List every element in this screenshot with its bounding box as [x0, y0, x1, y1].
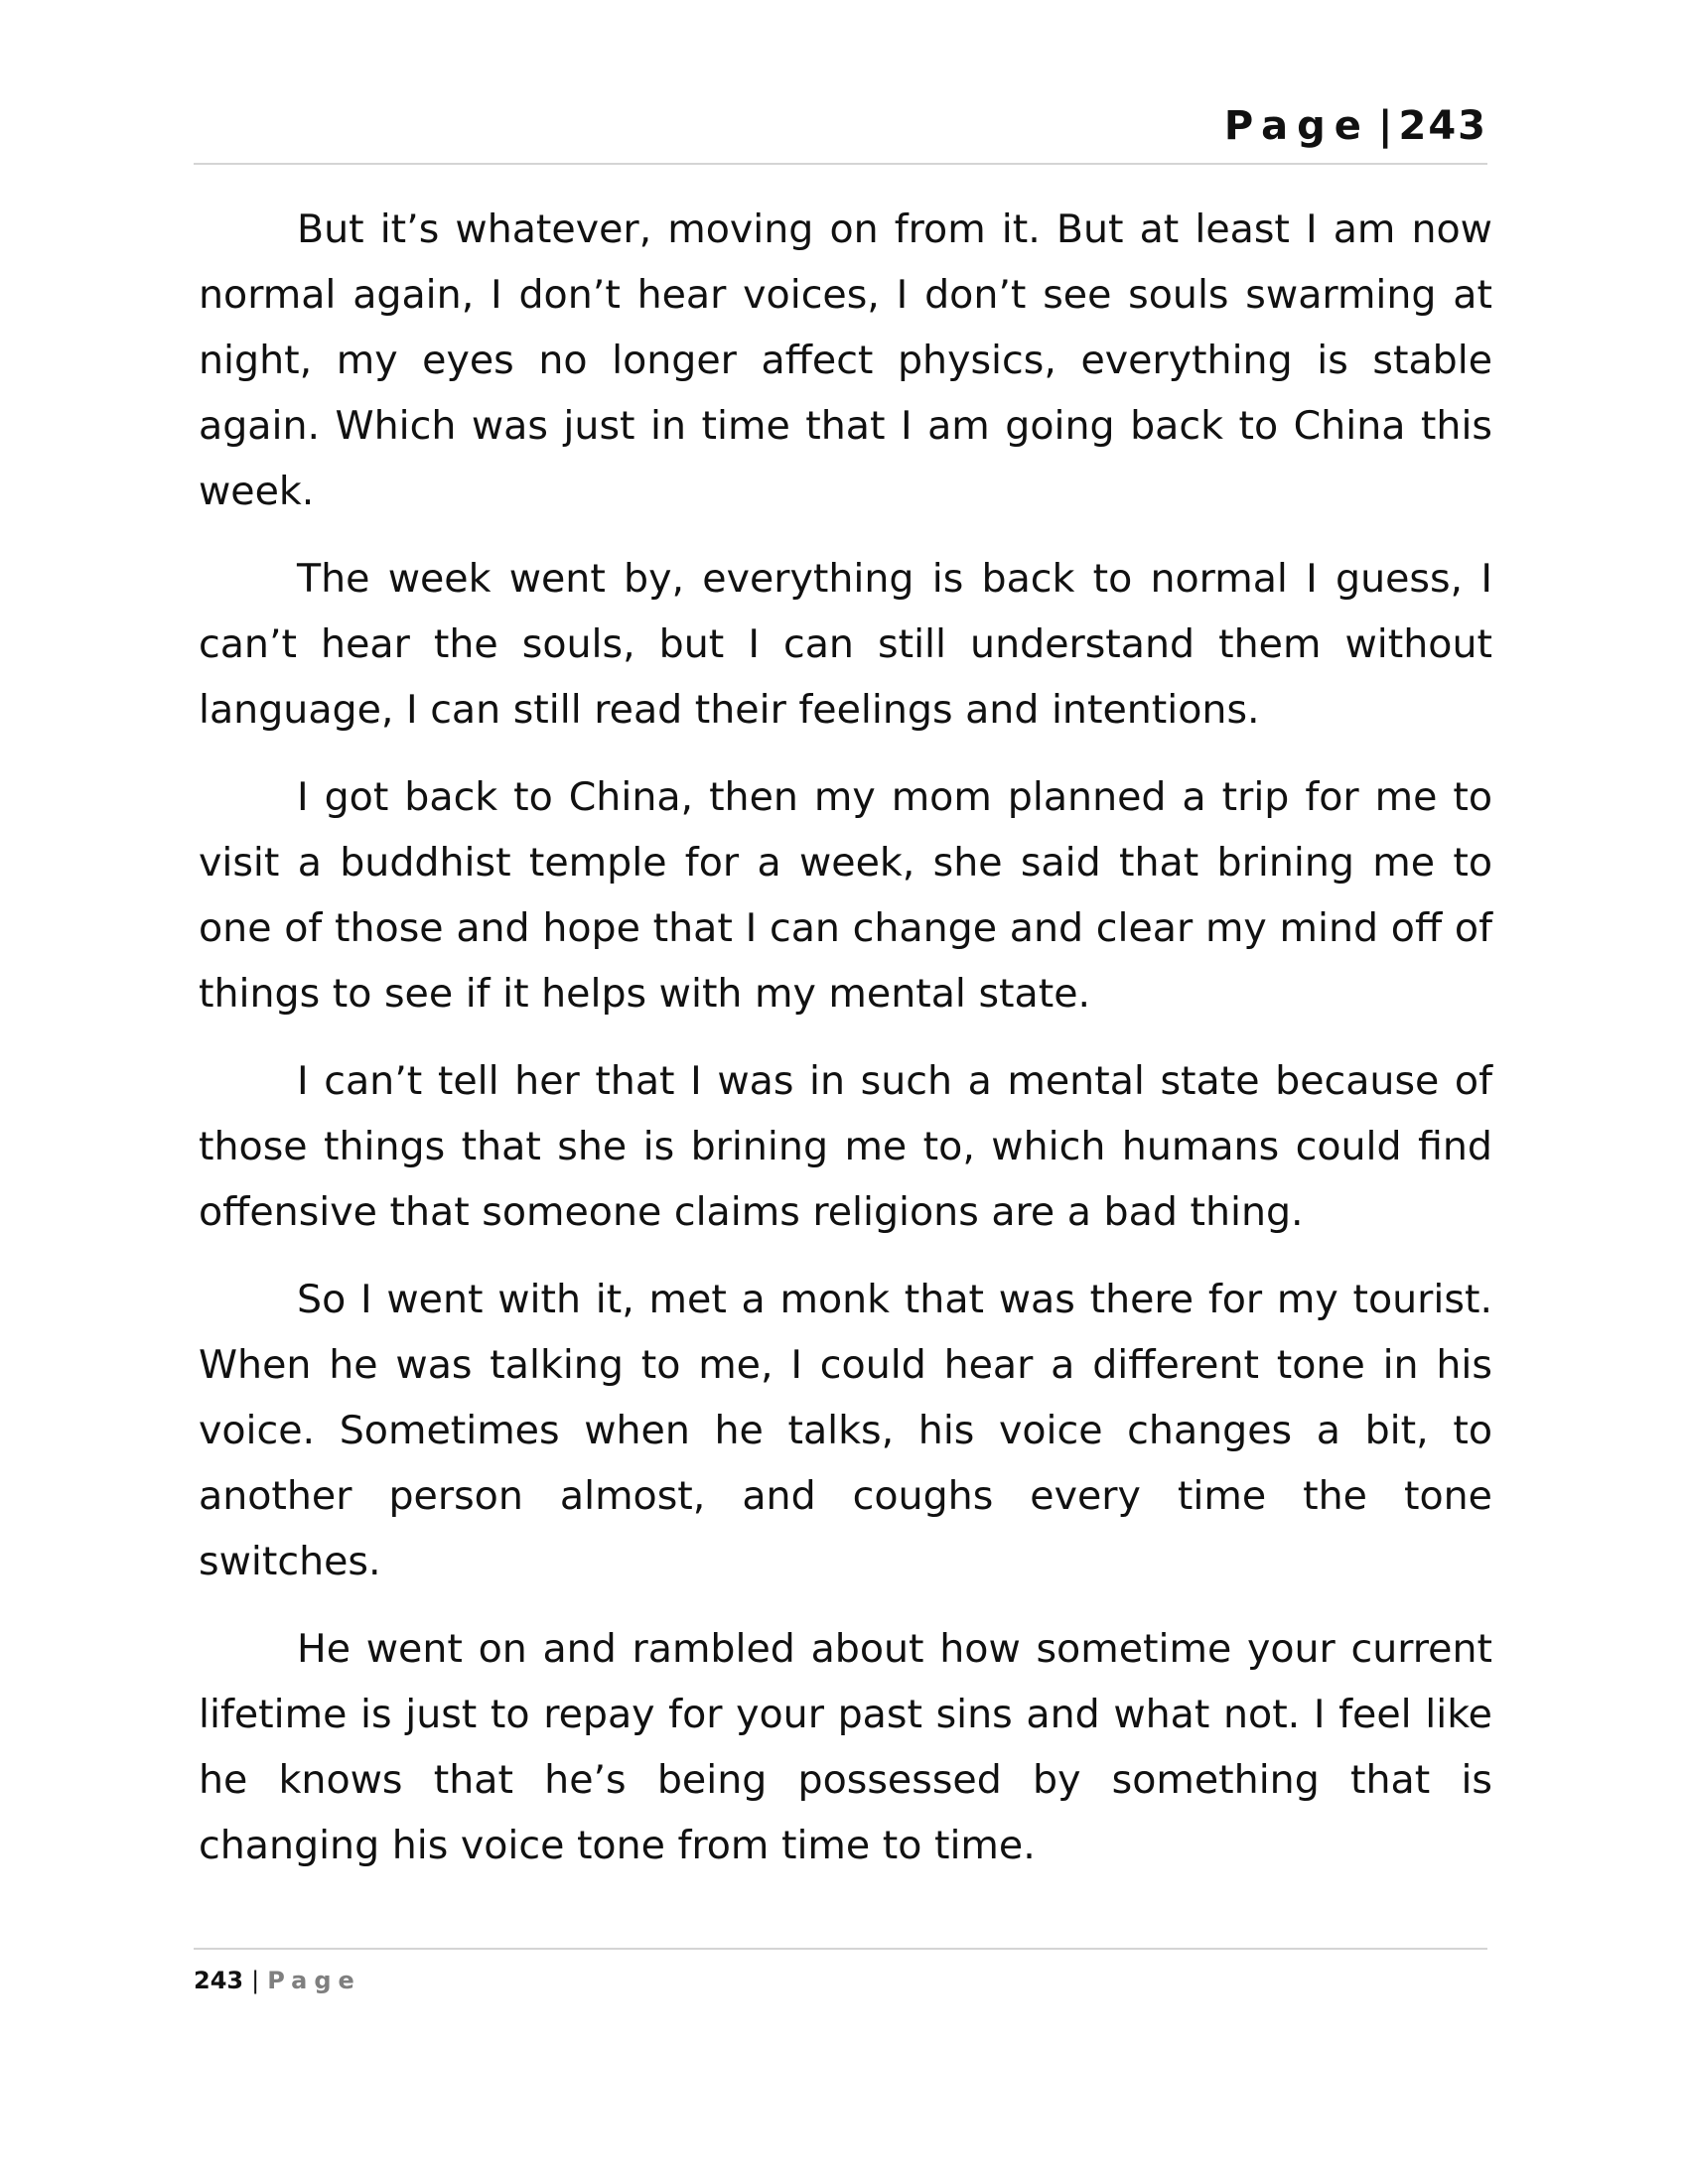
footer-separator: | [251, 1967, 260, 1994]
footer-page-word: Page [267, 1967, 361, 1994]
header-page-number: 243 [1398, 103, 1487, 149]
paragraph: But it’s whatever, moving on from it. But at least I am now normal again, I don’t hear voices, I don’t see souls swarming at night, my eyes no longer affect physics, everything is stable again. Which was just in time that I am going back to China this week. [199, 206, 1492, 514]
header-page-word: Page [1223, 103, 1370, 149]
page-header [194, 99, 1487, 165]
header-separator: | [1377, 103, 1393, 149]
footer-page-label [194, 1967, 361, 1994]
paragraph: So I went with it, met a monk that was there for my tourist. When he was talking to me, I could hear a different tone in his voice. Sometimes when he talks, his voice changes a bit, to another person almost, and coughs every time the tone switches. [199, 1277, 1492, 1584]
page-footer [194, 1948, 1487, 1997]
paragraph: I can’t tell her that I was in such a mental state because of those things that she is brining me to, which humans could find offensive that someone claims religions are a bad thing. [199, 1058, 1492, 1235]
page-body [199, 197, 1492, 1900]
paragraph: The week went by, everything is back to normal I guess, I can’t hear the souls, but I can still understand them without language, I can still read their feelings and intentions. [199, 556, 1492, 733]
paragraph: I got back to China, then my mom planned a trip for me to visit a buddhist temple for a week, she said that brining me to one of those and hope that I can change and clear my mind off of things to see if it helps with my mental state. [199, 774, 1492, 1017]
paragraph: He went on and rambled about how sometime your current lifetime is just to repay for your past sins and what not. I feel like he knows that he’s being possessed by something that is changing his voice tone from time to time. [199, 1626, 1492, 1868]
header-page-label [1224, 99, 1487, 153]
footer-page-number: 243 [194, 1967, 244, 1994]
